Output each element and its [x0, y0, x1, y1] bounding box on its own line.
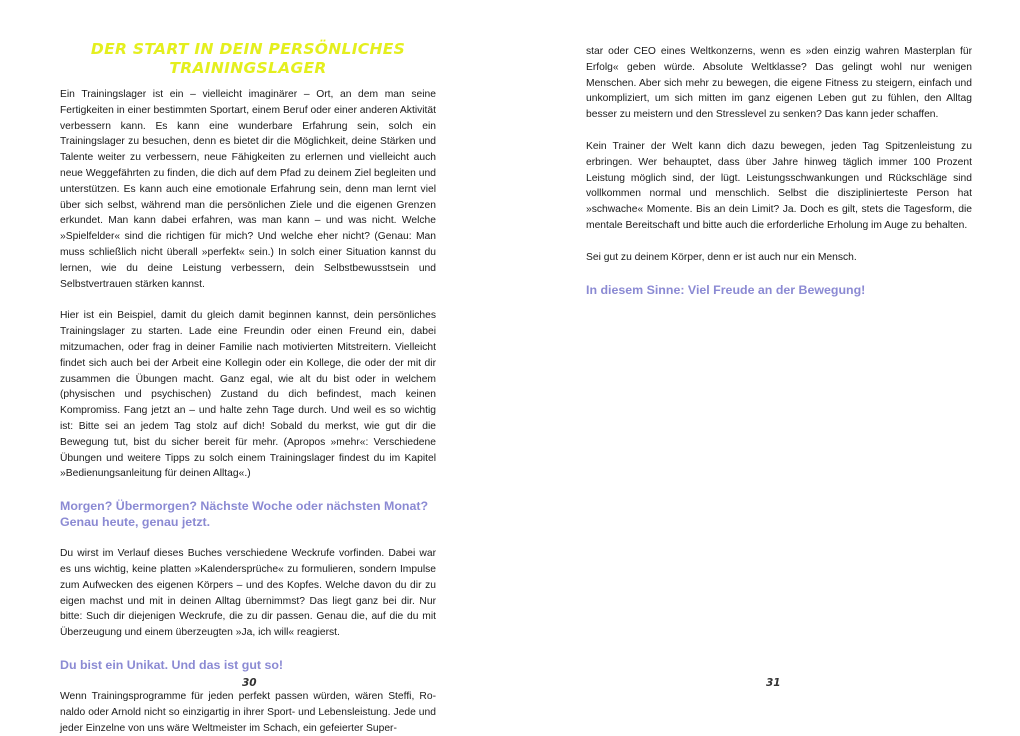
left-text-column [60, 40, 436, 736]
subheading: Morgen? Übermorgen? Nächste Woche oder nächsten Monat? Genau heute, genau jetzt. [60, 499, 429, 530]
paragraph: Sei gut zu deinem Körper, denn er ist auch nur ein Mensch. [586, 251, 857, 263]
chapter-title [60, 40, 436, 78]
paragraph: Du wirst im Verlauf dieses Buches verschiedene Weckrufe vorfinden. Dabei war es uns wichtig, keine platten »Kalendersprüche« zu formulieren, sondern Impulse zum Aufwecken des eigenen Körpers – und des Kopfes. Welche davon du dir zu eigen machst und mit in deinen Alltag übernimmst? Das liegt ganz bei dir. Nur bitte: Such dir diejenigen Weckrufe, die zu dir passen. Genau die, auf die du mit Überzeugung und einem überzeugten »Ja, ich will« reagierst. [60, 548, 436, 639]
subheading: In diesem Sinne: Viel Freude an der Bewegung! [586, 282, 866, 297]
paragraph: Hier ist ein Beispiel, damit du gleich damit beginnen kannst, dein persönliches Trainingslager zu starten. Lade eine Freundin oder einen Freund ein, dabei mitzumachen, oder frag in deiner Familie nach motivierten Mitstreitern. Vielleicht findet sich auch bei der Arbeit eine Kollegin oder ein Kollege, die oder der mit dir zusammen die Übungen macht. Ganz egal, wie alt du bist oder in welchem (physischen und psychischen) Zustand du dich befindest, mach keinen Kompromiss. Fang jetzt an – und halte zehn Tage durch. Und weil es so wichtig ist: Bitte sei an jedem Tag stolz auf dich! Sobald du merkst, wie gut dir die Bewegung tut, bist du sicher bereit für mehr. (Apropos »mehr«: Verschiedene Übungen und weitere Tipps zu solch einem Trainingslager findest du im Kapitel »Bedienungsanleitung für deinen Alltag«.) [60, 310, 436, 480]
paragraph: Kein Trainer der Welt kann dich dazu bewegen, jeden Tag Spitzenleistung zu erbringen. Wer behauptet, dass über Jahre hinweg täglich immer 100 Prozent Leistung möglich sind, der lügt. Leistungsschwankungen und Rückschläge sind vollkommen normal und menschlich. Selbst die disziplinierteste Person hat »schwache« Momente. Bis an dein Limit? Ja. Doch es gilt, stets die Tagesform, die mentale Bereitschaft und bitte auch die erforderliche Erholung im Auge zu behalten. [586, 140, 972, 231]
paragraph: star oder CEO eines Weltkonzerns, wenn es »den einzig wahren Masterplan für Erfolg« geben würde. Absolute Weltklasse? Das gelingt wohl nur wenigen Menschen. Aber sich mehr zu bewegen, die eigene Fitness zu steigern, einfach und unkompliziert, um sich mitten im ganz eigenen Leben gut zu fühlen, den Alltag besser zu meistern und den Stresslevel zu senken? Das kann jeder schaffen. [586, 46, 972, 121]
page-number-left: 30 [242, 677, 257, 689]
left-page [0, 0, 510, 734]
right-page [510, 0, 1020, 720]
right-text-column [586, 44, 972, 298]
subheading: Du bist ein Unikat. Und das ist gut so! [60, 657, 284, 672]
chapter-title-line-1: DER START IN DEIN PERSÖNLICHES [90, 40, 406, 58]
paragraph: Ein Trainingslager ist ein – vielleicht imaginärer – Ort, an dem man seine Fertigkeiten in einer bestimmten Sportart, einem Beruf oder einer anderen Aktivität verbessern kann. Es kann eine wunderbare Erfahrung sein, solch ein Trainingslager zu besuchen, denn es bietet dir die Möglichkeit, deine Stärken und Talente weiter zu verbessern, neue Fähigkeiten zu erlernen und vielleicht auch neue Weggefährten zu finden, die dich auf dem Pfad zu deinem Ziel begleiten und unterstützen. Es kann auch eine emotionale Erfahrung sein, denn man lernt viel über sich selbst, während man die persönlichen Ziele und die eigenen Grenzen erkundet. Man kann dabei erfahren, was man kann – und was nicht. Welche »Spielfelder« sind die richtigen für mich? Und welche eher nicht? (Genau: Man muss schließlich nicht überall »perfekt« sein.) In solch einer Situation kannst du lernen, wie du deine Leistung verbessern, dein Selbstbewusstsein und Selbstvertrauen stärken kannst. [60, 89, 436, 290]
chapter-title-line-2: TRAININGSLAGER [169, 59, 327, 77]
page-number-right: 31 [766, 677, 781, 689]
paragraph: Wenn Trainingsprogramme für jeden perfekt passen würden, wären Steffi, Ronaldo oder Arnold nicht so einzigartig in ihrer Sport- und Lebensleistung. Jede und jeder Einzelne von uns wäre Weltmeister im Schach, ein gefeierter Super- [60, 690, 436, 734]
